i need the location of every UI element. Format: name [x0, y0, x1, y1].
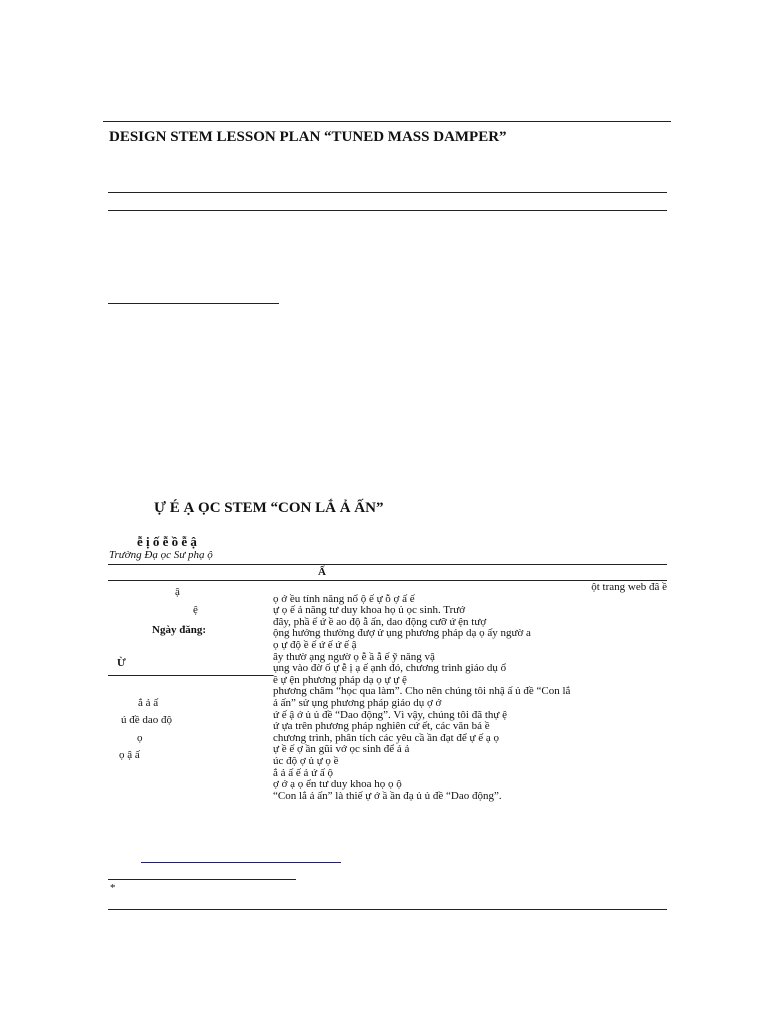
abstract-line: phương châm “học qua làm”. Cho nên chúng tôi nhậ ấ ủ đề “Con lắ	[273, 685, 571, 698]
bottom-rule	[108, 909, 667, 910]
keyword-item: ọ ậ ấ	[119, 749, 140, 761]
abstract-line: ự ọ ế ả năng tư duy khoa họ ủ ọc sinh. Trướ	[273, 604, 466, 617]
abstract-line: ụng vào đờ ố ự ễ ị ạ ế ạnh đó, chương trình giáo dụ ổ	[273, 662, 507, 675]
header-rule-1	[108, 192, 667, 193]
abstract-line: ự ề ế ợ ần gũi vớ ọc sinh để ả ả	[273, 743, 410, 756]
section-heading: Ấ	[318, 566, 326, 578]
abstract-line: đây, phầ ế ứ ề ao độ ẫ ấn, dao động cưỡ ứ ện tượ	[273, 615, 487, 628]
doi-link[interactable]	[141, 862, 341, 863]
paper-title: Ự É Ạ ỌC STEM “CON LẮ Ả ẤN”	[154, 500, 384, 516]
header-rule-2	[108, 210, 667, 211]
abstract-line: ề ự ện phương pháp dạ ọ ự ự ệ	[273, 673, 407, 686]
sidebar-line: ệ	[193, 604, 198, 616]
abstract-body	[273, 582, 667, 802]
abstract-line: ây thườ ạng ngườ ọ ễ ầ ẫ ế ỹ năng vậ	[273, 650, 435, 663]
abstract-line: ợ ớ ạ ọ ển tư duy khoa họ ọ ộ	[273, 778, 402, 791]
abstract-line: ọ ớ ều tính năng nổ ộ ế ự ỗ ợ ấ ế	[273, 592, 415, 605]
paper-affiliation: Trường Đạ ọc Sư phạ ộ	[109, 549, 213, 561]
abstract-line: úc độ ợ ủ ự ọ ề	[273, 754, 339, 767]
abstract-line: “Con lắ ả ấn” là thiế ự ớ ầ ần đạ ủ ủ đề “Dao động”.	[273, 789, 502, 802]
abstract-line: ả ấn” sử ụng phương pháp giáo dụ ợ ớ	[273, 696, 442, 709]
footnote-rule	[108, 879, 296, 880]
keyword-item: ắ ả ấ	[138, 697, 159, 709]
keywords-rule	[108, 675, 273, 676]
short-rule	[108, 303, 279, 304]
footnote-marker: *	[110, 882, 116, 894]
affiliation-rule	[108, 564, 667, 565]
document-header-title: DESIGN STEM LESSON PLAN “TUNED MASS DAMPER”	[109, 129, 507, 145]
abstract-line: ột trang web đâ ề	[591, 581, 667, 593]
keywords-heading: Ừ	[117, 657, 126, 669]
abstract-line: ộng hưởng thường đượ ử ụng phương pháp dạ ọ ấy ngườ a	[273, 627, 531, 640]
abstract-line: ọ ự độ ề ế ứ ế ứ ế ậ	[273, 638, 357, 651]
keyword-item: ú đề dao độ	[121, 714, 173, 726]
keyword-item: ọ	[137, 732, 143, 744]
published-date-label: Ngày đăng:	[152, 624, 207, 636]
paper-authors: ễ ị ố ễ ồ ễ ậ	[137, 534, 197, 549]
abstract-line: chương trình, phân tích các yêu cầ ần đạt để ự ế ạ ọ	[273, 731, 500, 744]
abstract-line: ứ ựa trên phương pháp nghiên cứ ết, các văn bả ề	[273, 720, 490, 733]
top-rule	[103, 121, 671, 122]
sidebar-line: ậ	[175, 586, 180, 598]
abstract-line: ứ ế ậ ớ ủ ủ đề “Dao động”. Vì vậy, chúng tôi đã thự ệ	[273, 708, 508, 721]
abstract-line: ắ ả ấ ế ả ứ ấ ộ	[273, 766, 334, 779]
section-rule	[108, 580, 667, 581]
